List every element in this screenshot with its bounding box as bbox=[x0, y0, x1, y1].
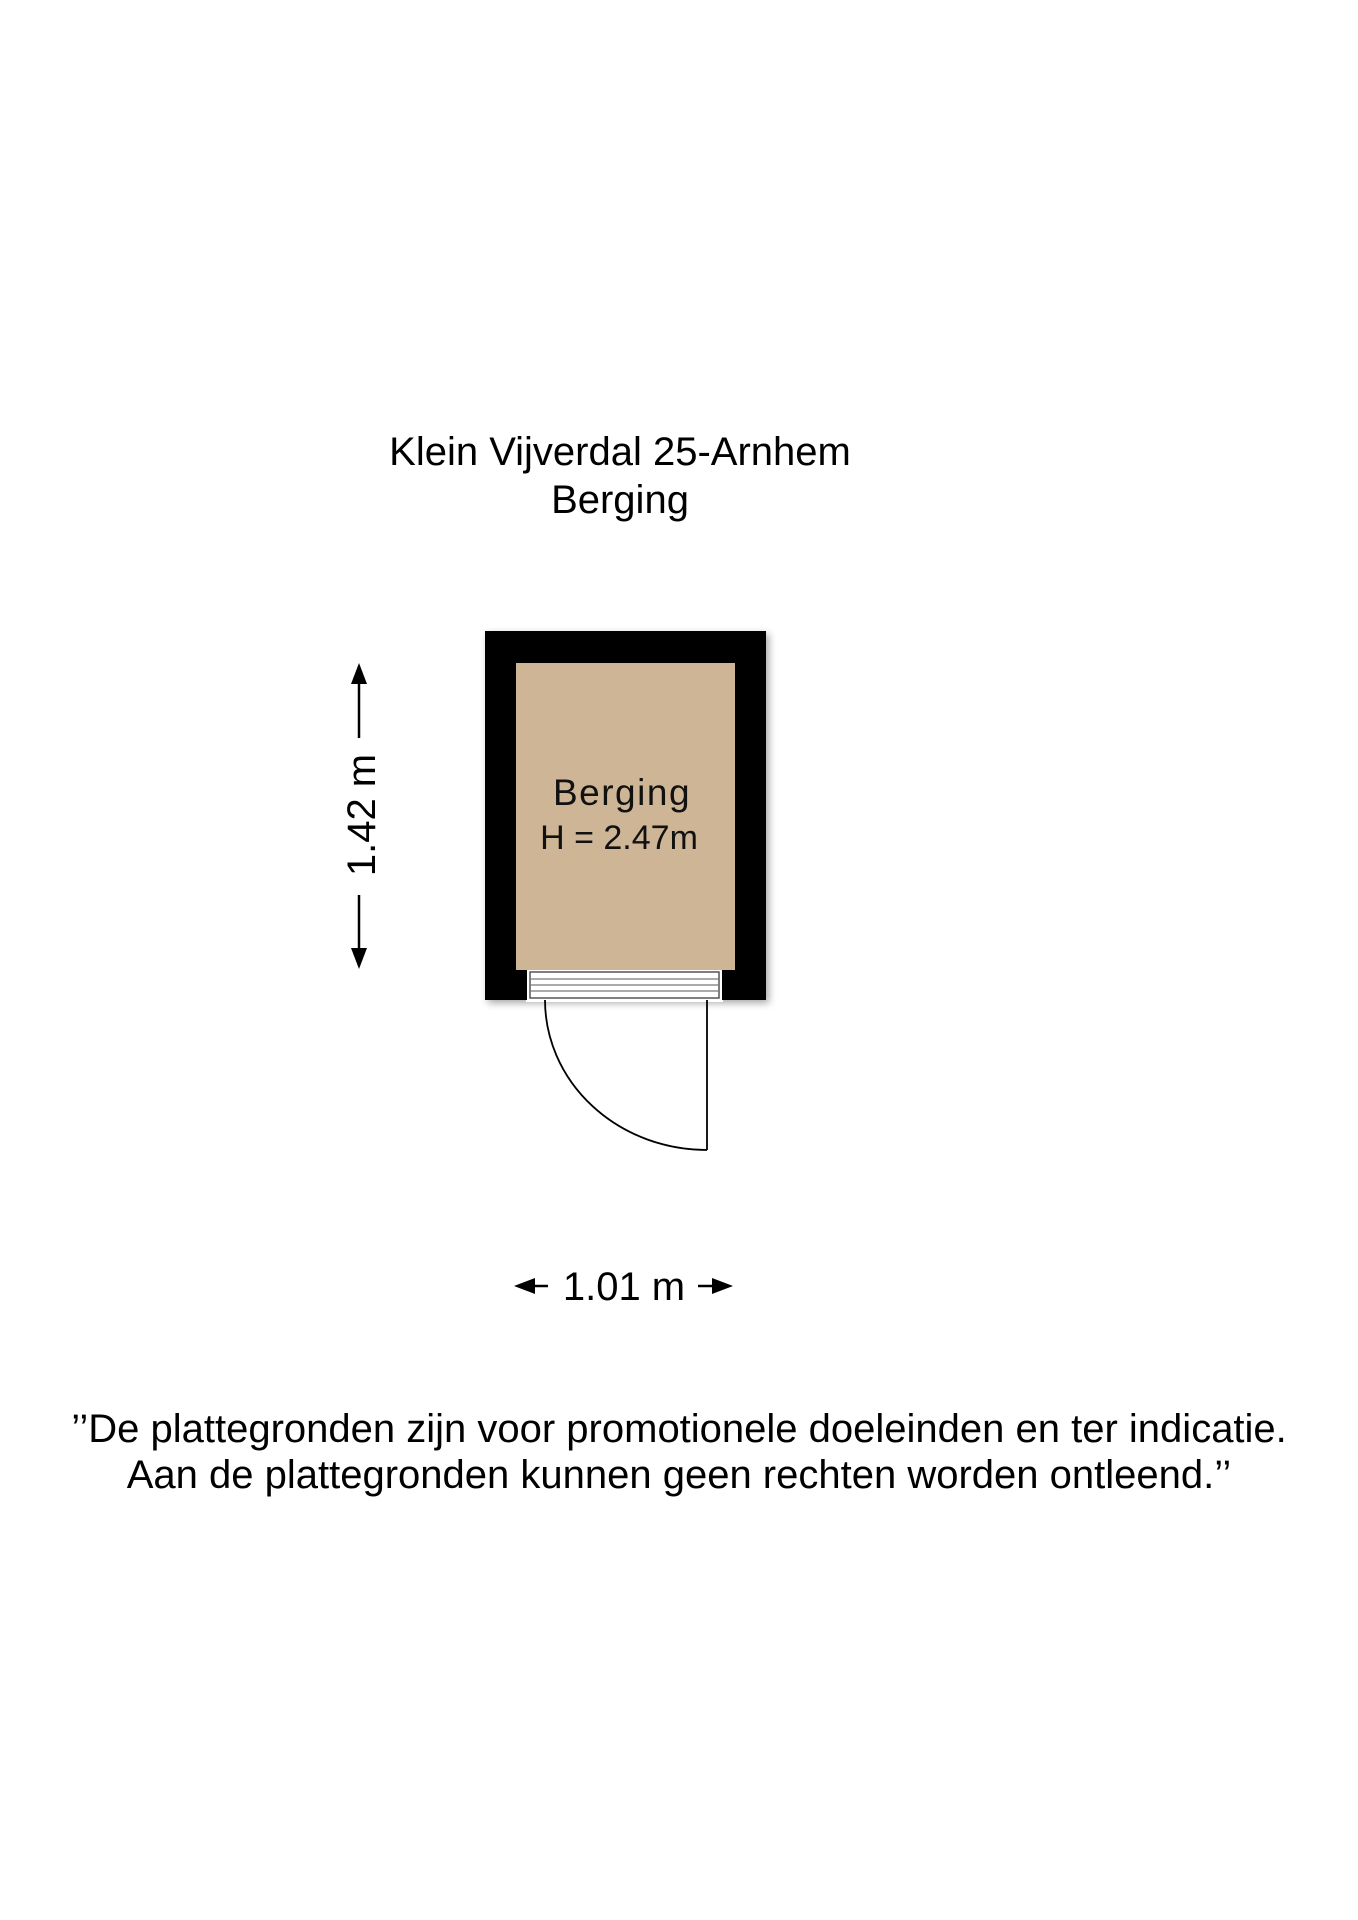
room-height-label: H = 2.47m bbox=[540, 819, 698, 857]
arrow-left-icon bbox=[514, 1278, 535, 1294]
plan-floor-title: Berging bbox=[551, 478, 689, 522]
room-floor bbox=[516, 663, 735, 970]
door-opening bbox=[526, 970, 723, 1002]
door-swing bbox=[545, 1000, 707, 1150]
width-dimension bbox=[514, 1265, 733, 1309]
plan-address-title: Klein Vijverdal 25-Arnhem bbox=[389, 430, 851, 474]
arrow-up-icon bbox=[351, 663, 367, 684]
arrow-down-icon bbox=[351, 948, 367, 969]
disclaimer-line-1: ’’De plattegronden zijn voor promotionele doeleinden en ter indicatie. bbox=[71, 1407, 1287, 1451]
room-name-label: Berging bbox=[552, 772, 692, 813]
width-dimension-label: 1.01 m bbox=[562, 1265, 686, 1309]
disclaimer-line-2: Aan de plattegronden kunnen geen rechten worden ontleend.’’ bbox=[126, 1453, 1232, 1497]
arrow-right-icon bbox=[712, 1278, 733, 1294]
height-dimension bbox=[340, 663, 384, 969]
height-dimension-label: 1.42 m bbox=[340, 753, 384, 877]
